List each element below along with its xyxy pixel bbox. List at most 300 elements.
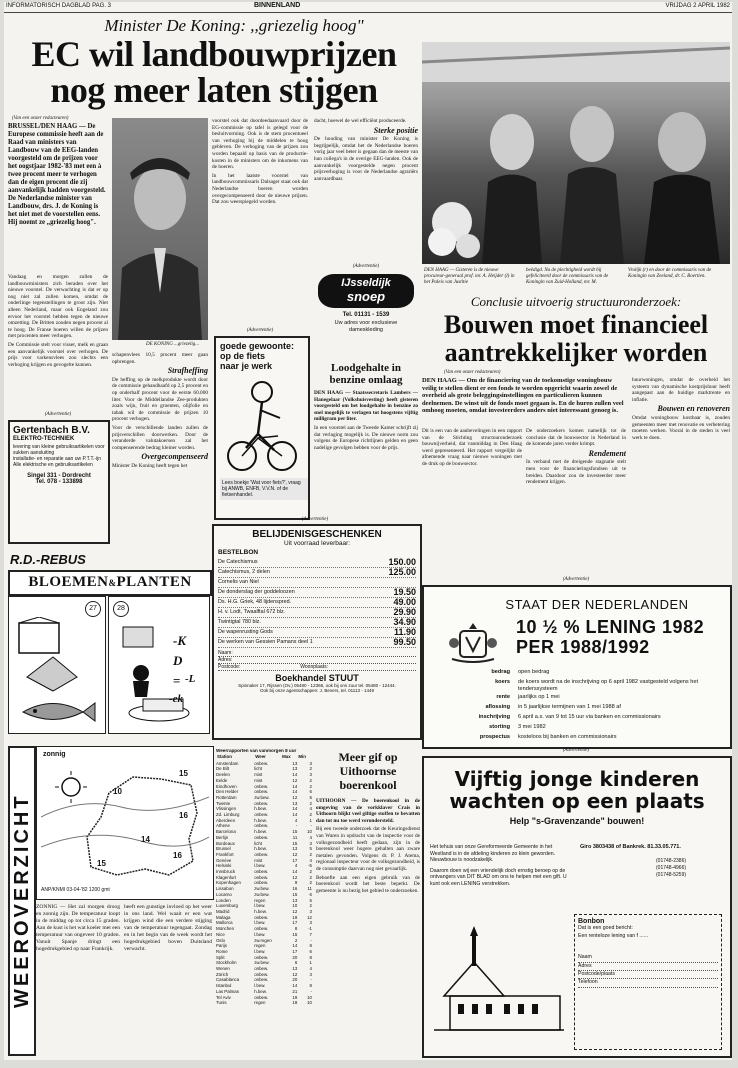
bouwen-renoveren-subhead: Bouwen en renoveren bbox=[657, 404, 730, 414]
staat-ad-label: (Advertentie) bbox=[562, 577, 590, 582]
weer-table-cell: mist bbox=[254, 772, 263, 778]
gift-item-row bbox=[218, 588, 416, 598]
weer-table-cell: 12 bbox=[292, 851, 298, 857]
newspaper-page bbox=[4, 2, 732, 1060]
portrait-silhouette bbox=[112, 118, 208, 340]
weer-table-cell: 15 bbox=[292, 840, 298, 846]
bike-title-2: op de fiets bbox=[220, 351, 266, 361]
gift-bestelbon: BESTELBON bbox=[218, 549, 259, 556]
weer-table-cell: 5 bbox=[309, 897, 312, 903]
staat-term-value: in 5 jaarlijkse termijnen van 1 mei 1988 af bbox=[518, 704, 621, 710]
weer-table-cell: Vlissingen bbox=[216, 806, 237, 812]
staat-term-key: koers bbox=[495, 679, 510, 685]
weer-table-cell: l.bew. bbox=[254, 931, 266, 937]
snoep-brand-1: IJsseldijk bbox=[341, 277, 391, 289]
weer-side-banner bbox=[8, 746, 36, 1056]
weer-table-cell: Zürich bbox=[216, 971, 229, 977]
staat-term-key: inschrijving bbox=[478, 714, 510, 720]
kinderen-postcode-field[interactable]: Postcode/plaats bbox=[578, 971, 718, 979]
weer-table-cell: 8 bbox=[294, 926, 298, 932]
weer-table-cell: zw.bew. bbox=[254, 886, 270, 892]
weer-table-cell: h.bew. bbox=[254, 806, 267, 812]
sterke-positie-subhead: Sterke positie bbox=[373, 125, 418, 135]
electro-ad-label: (Advertentie) bbox=[44, 412, 72, 417]
kinderen-phone-1: (01748-2386) bbox=[656, 858, 687, 864]
rebus-glyph-2: D bbox=[173, 653, 183, 668]
structuur-kicker: Conclusie uitvoerig structuuronderzoek: bbox=[470, 294, 682, 309]
electro-line-2: installatie- en reparatie aan uw P.T.T.-ijn bbox=[13, 456, 102, 462]
bike-ad bbox=[214, 336, 310, 520]
weer-table-cell: Brussel bbox=[216, 846, 231, 852]
kinderen-ad-label: (Advertentie) bbox=[562, 748, 590, 753]
weer-table-cell: 2 bbox=[309, 812, 312, 818]
weer-table-cell: zw.bew. bbox=[254, 794, 270, 800]
rebus-num-1: 27 bbox=[85, 601, 101, 617]
weer-table-cell: 14 bbox=[292, 772, 298, 778]
staat-term-row bbox=[430, 692, 724, 702]
weer-table-cell: 8 bbox=[309, 943, 312, 949]
rebus-panel-2 bbox=[108, 596, 210, 734]
structuur-col1: Dit is een van de aanbevelingen in een rapport van de Stichting structuuronderzoek bouwnijverheid, dat vanmiddag in Den Haag werd gepresenteerd. Het rapport vergelijkt de afnemende vraag naar nieuwe woningen met de druk op de bouwsector. bbox=[422, 428, 522, 467]
rebus-banner-2: & bbox=[108, 578, 117, 588]
weer-table-cell: 19 bbox=[292, 914, 298, 920]
overgecompenseerd-subhead: Overgecompenseerd bbox=[141, 452, 208, 462]
staat-loan-1: 10 ½ % LENING 1982 bbox=[516, 617, 705, 637]
gift-item-price: 19.50 bbox=[393, 587, 416, 597]
weer-table-cell: 14 bbox=[292, 812, 298, 818]
weer-table-cell: onbew. bbox=[254, 977, 269, 983]
kinderen-title-2: wachten op een plaats bbox=[449, 789, 705, 813]
weer-table-cell: 10 bbox=[307, 829, 312, 835]
weer-table-cell: h.bew. bbox=[254, 846, 267, 852]
structuur-col2-b: In verband met de dreigende stagnatie stelt men voor de financieringsfondsen uit te breiden. Daardoor zou de investeerder meer rendement krijgen. bbox=[526, 459, 626, 486]
weer-table-cell: l.bew. bbox=[254, 903, 266, 909]
weer-table-cell: Tel Aviv bbox=[216, 994, 231, 1000]
weer-table-cell: onbew. bbox=[254, 800, 269, 806]
weer-table-cell: 2 bbox=[309, 903, 312, 909]
weer-table-cell: h.bew. bbox=[254, 908, 267, 914]
weer-table-cell: München bbox=[216, 926, 235, 932]
weer-table-cell: Malaga bbox=[216, 914, 231, 920]
kinderen-phone-3: (01748-5259) bbox=[656, 872, 687, 878]
weer-table-cell: Berlijn bbox=[216, 834, 229, 840]
weer-table-cell: Deelen bbox=[216, 772, 230, 778]
kinderen-text bbox=[430, 844, 570, 888]
header-left: INFORMATORISCH DAGBLAD PAG. 3 bbox=[6, 3, 112, 9]
weer-table-cell: onbew. bbox=[254, 880, 269, 886]
bike-title-1: goede gewoonte: bbox=[220, 341, 294, 351]
staat-term-key: bedrag bbox=[491, 669, 510, 675]
weer-map bbox=[36, 746, 214, 900]
electro-ad bbox=[8, 420, 110, 544]
snoep-logo bbox=[318, 274, 414, 308]
header-section: BINNENLAND bbox=[254, 2, 301, 9]
weer-table-cell: 4 bbox=[294, 817, 298, 823]
gift-item-price: 150.00 bbox=[388, 557, 416, 567]
weer-table-cell: 9 bbox=[294, 880, 298, 886]
snoep-brand-2: snoep bbox=[346, 289, 386, 304]
gift-shop-addr2: Ook bij onze agentschappen: J. Bevers, tel. 01113 - 1449 bbox=[260, 688, 374, 693]
gift-item-row bbox=[218, 558, 416, 568]
weer-table-cell: 2 bbox=[309, 880, 312, 886]
weer-table-cell: mist bbox=[254, 857, 263, 863]
weer-table-cell: Kopenhagen bbox=[216, 880, 241, 886]
weer-table-cell: 7 bbox=[309, 931, 312, 937]
kinderen-adres-field[interactable]: Adres bbox=[578, 963, 718, 971]
gift-item-price: 99.50 bbox=[393, 637, 416, 647]
weer-table-cell: 17 bbox=[292, 857, 298, 863]
weer-table-cell: onbew. bbox=[254, 783, 269, 789]
weer-table-cell: onbew. bbox=[254, 869, 269, 875]
weer-table-cell: onbew. bbox=[254, 874, 269, 880]
gift-item-row bbox=[218, 618, 416, 628]
weer-table-cell: 2 bbox=[309, 874, 312, 880]
weer-table-cell: onbew. bbox=[254, 926, 269, 932]
weer-table-cell: 14 bbox=[292, 943, 298, 949]
weer-table-cell: Parijs bbox=[216, 943, 227, 949]
photo-caption-3: Vrolijk (r) en door de commissaris van de Koningin van Zeeland, dr. C. Boertien. bbox=[628, 268, 712, 279]
weer-table-cell: zw.bew. bbox=[254, 960, 270, 966]
structuur-col3-a: huurwoningen, omdat de overheid het systeem van dynamische kostprijshuur heeft aangepast aan de huidige marktrente en inflatie. bbox=[632, 377, 730, 403]
weer-table-cell: 10 bbox=[292, 903, 298, 909]
weer-table-cell: Den Helder bbox=[216, 789, 239, 795]
kinderen-text-2: Daarom doen wij een vriendelijk doch ernstig beroep op de ontvangers van DIT BLAD om ons te helpen met een gift. U kunt ook een LENING verstrekken. bbox=[430, 867, 567, 887]
strafheffing-subhead: Strafheffing bbox=[167, 366, 208, 376]
weer-table-cell: -5 bbox=[308, 863, 312, 869]
weer-table-cell: 13 bbox=[292, 966, 298, 972]
main-headline-line-2: nog meer laten stijgen bbox=[50, 70, 378, 110]
gift-subtitle: Uit voorraad leverbaar: bbox=[283, 540, 351, 547]
weer-table-cell: 6 bbox=[309, 948, 312, 954]
weer-table-cell: 2 bbox=[309, 766, 312, 772]
gift-item-row bbox=[218, 568, 416, 578]
weer-table-cell: 3 bbox=[309, 971, 312, 977]
staat-loan-2: PER 1988/1992 bbox=[516, 637, 650, 657]
bike-ad-title bbox=[216, 338, 308, 374]
staat-term-value: kosteloos bij banken en commissionairs bbox=[518, 734, 617, 740]
weer-table-cell: 20 bbox=[292, 977, 298, 983]
rendement-subhead: Rendement bbox=[588, 448, 626, 458]
weer-table bbox=[216, 748, 312, 1054]
weer-table-cell: Zd. Limburg bbox=[216, 812, 240, 818]
weer-table-cell: 4 bbox=[309, 806, 312, 812]
gift-item-price: 34.90 bbox=[393, 617, 416, 627]
weer-table-cell: 2 bbox=[309, 783, 312, 789]
structuur-byline: (Van een onzer redacteuren) bbox=[444, 370, 501, 375]
weer-table-cell: - bbox=[310, 988, 312, 994]
main-col2-c: Voor de verschillende landen zullen de prijsverschillen doorwerken. Door de veranderde valutakoersen zal het compenserende bedrag kleiner worden. bbox=[112, 424, 208, 451]
bike-title-3: naar je werk bbox=[220, 361, 273, 371]
electro-lines bbox=[13, 444, 105, 468]
boerenkool-lead: UITHOORN — De boerenkool in de omgeving van de vorkklaver Crais in Uithoorn blijkt veel giftige stoffen te bevatten dan tot nu toe werd verondersteld. bbox=[316, 798, 420, 824]
weer-table-cell: Bordeaux bbox=[216, 840, 235, 846]
structuur-lead: DEN HAAG — Om de financiering van de toekomstige woningbouw veilig te stellen dient er een fonds te worden opgericht waarin zowel de overheid als grote beleggingsinstellingen en particulieren kunnen deelnemen. De winst uit de fonds moet gegaan is. En de huren zullen veel omhoog moeten, omdat investeerders anders niet interessant genoeg is. bbox=[422, 377, 624, 415]
boerenkool-title-1: Meer gif op bbox=[338, 750, 398, 764]
weer-table-cell: 15 bbox=[292, 829, 298, 835]
weer-table-cell: 4 bbox=[309, 857, 312, 863]
weer-text-a: ZONNIG — Het zal morgen droog en zonnig zijn. De temperatuur loopt in de middag op tot circa 15 graden. Aan de kust is het wat koeler met een temperatuur van ongeveer 10 graden. Vanuit Spanje dringt een hogedrukgebied op naar Frankrijk. bbox=[36, 904, 120, 952]
weer-table-cell: onbew. bbox=[254, 789, 269, 795]
rebus-panel-1 bbox=[8, 596, 106, 734]
weer-table-cell: 2 bbox=[309, 777, 312, 783]
weer-table-cell: - bbox=[310, 937, 312, 943]
weer-table-cell: 4 bbox=[309, 834, 312, 840]
weer-table-cell: Barcelona bbox=[216, 829, 236, 835]
structuur-headline-1: Bouwen moet financieel bbox=[443, 310, 709, 339]
weer-table-cell: 4 bbox=[309, 966, 312, 972]
weer-table-cell: 6 bbox=[309, 789, 312, 795]
weer-table-cell: Genève bbox=[216, 857, 232, 863]
snoep-line-2: dameskleding bbox=[349, 327, 383, 333]
weer-table-cell: h.bew. bbox=[254, 988, 267, 994]
gift-item-name: Catechismus, 2 delen bbox=[218, 569, 270, 575]
gift-ad bbox=[212, 524, 422, 740]
weer-table-cell: 2 bbox=[294, 937, 298, 943]
weer-table-cell: 15 bbox=[292, 931, 298, 937]
weer-table-cell: Eelde bbox=[216, 777, 228, 783]
main-col2-d: Minister De Koning heeft tegen het bbox=[112, 462, 188, 469]
staat-term-key: aflossing bbox=[485, 704, 510, 710]
staat-term-row bbox=[430, 667, 724, 677]
rebus-glyph-1: -K bbox=[173, 633, 186, 648]
boerenkool-body bbox=[316, 798, 420, 1054]
de-koning-photo bbox=[112, 118, 208, 340]
gift-item-name: Cornelis van Niel bbox=[218, 579, 259, 585]
kinderen-naam-field[interactable]: Naam bbox=[578, 954, 718, 962]
weer-table-cell: 13 bbox=[292, 897, 298, 903]
staat-term-row bbox=[430, 677, 724, 692]
structuur-col2-a: De onderzoekers komen namelijk tot de conclusie dat de bouwsector in Nederland in de komende jaren verder krimpt. bbox=[526, 428, 626, 448]
weer-table-cell: Innsbruck bbox=[216, 869, 236, 875]
gift-item-list bbox=[218, 558, 416, 648]
snoep-ad-label: (Advertentie) bbox=[352, 264, 380, 269]
rebus-banner bbox=[8, 570, 212, 596]
map-temp-1: 15 bbox=[179, 769, 188, 778]
weer-table-cell: onbew. bbox=[254, 914, 269, 920]
structuur-headline-2: aantrekkelijker worden bbox=[444, 338, 708, 367]
staat-term-key: prospectus bbox=[479, 734, 510, 740]
weer-table-cell: 5 bbox=[309, 794, 312, 800]
weer-table-cell: Lissabon bbox=[216, 886, 234, 892]
beediging-photo bbox=[422, 42, 730, 264]
weer-table-cell: onbew. bbox=[254, 760, 269, 766]
weer-table-cell: 6 bbox=[294, 960, 298, 966]
weer-table-cell: l.bew. bbox=[254, 920, 266, 926]
kinderen-title bbox=[424, 768, 730, 812]
staat-term-value: jaarlijks op 1 mei bbox=[518, 694, 560, 700]
kinderen-bonbon[interactable] bbox=[574, 914, 722, 1050]
weer-table-cell: Split bbox=[216, 954, 225, 960]
weer-table-head-cell: Max bbox=[282, 754, 291, 759]
weer-table-cell: Istanbul bbox=[216, 983, 232, 989]
coat-of-arms-icon bbox=[446, 619, 500, 663]
rebus-banner-3: PLANTEN bbox=[116, 574, 192, 590]
weer-table-cell: onbew. bbox=[254, 834, 269, 840]
weer-table-cell: Rotterdam bbox=[216, 794, 237, 800]
weer-table-cell: 14 bbox=[292, 806, 298, 812]
gift-item-name: H. v. Lodt, Twaalftal 672 blz. bbox=[218, 609, 286, 615]
benzine-body bbox=[314, 390, 418, 516]
electro-line-1: levering van kleine gebruiksartikelen voor sukken aansluiting bbox=[13, 444, 105, 456]
weer-table-cell: 3 bbox=[309, 840, 312, 846]
weer-table-cell: onbew. bbox=[254, 971, 269, 977]
weer-table-cell: 12 bbox=[292, 874, 298, 880]
page-header bbox=[4, 2, 732, 13]
weer-table-cell: 13 bbox=[292, 760, 298, 766]
map-temp-2: 10 bbox=[113, 787, 122, 796]
weer-table-cell: 10 bbox=[307, 1000, 312, 1006]
structuur-col3-b: Omdat woningbouw kostbaar is, zouden gemeenten meer met renovatie en verbetering moeten werken. Vooral in de steden is veel werk te doen. bbox=[632, 414, 730, 441]
staat-title: STAAT DER NEDERLANDEN bbox=[505, 597, 689, 612]
gift-shop: Boekhandel STUUT bbox=[275, 673, 359, 683]
weer-table-cell: 12 bbox=[292, 794, 298, 800]
map-temp-6: 15 bbox=[97, 859, 106, 868]
weer-table-cell: 12 bbox=[307, 914, 312, 920]
gift-item-price: 125.00 bbox=[388, 567, 416, 577]
weer-table-cell: l.bew. bbox=[254, 983, 266, 989]
structuur-col3 bbox=[632, 377, 730, 574]
boerenkool-text: Bij een tweede onderzoek dat de Keuringsdienst van Waren in opdracht van de inspectie voor de volksgezondheid heeft gedaan, zijn in de boerenkool weer hogere gehalten aan zware metalen gevonden. Volgens dr. P. J. Atema, regionaal inspecteur voor de volksgezondheid, is de consumptie daarvan nog niet gevaarlijk. bbox=[316, 826, 420, 872]
weer-table-cell: 8 bbox=[309, 954, 312, 960]
map-temp-5: 16 bbox=[173, 851, 182, 860]
weer-table-cell: h.bew. bbox=[254, 817, 267, 823]
rebus-glyph-5: -ek bbox=[169, 693, 184, 705]
weer-table-cell: 13 bbox=[292, 800, 298, 806]
boerenkool-text-2: Behoefte aan een eigen gebruik van de boerenkool wordt het beste beperkt. De gemeente is nu bezig het gebied te onderzoeken. bbox=[316, 874, 420, 894]
main-col3-b: In het laatste voorstel van landbouwcommissaris Dalsager staat ook dat Nederlandse boeren worden overgecompenseerd door de nieuwe prijzen. Dat zou weerspiegeld worden. bbox=[212, 172, 308, 206]
weer-table-cell: 21 bbox=[292, 988, 298, 994]
weer-table-cell: Madrid bbox=[216, 908, 230, 914]
weer-table-cell: De Bilt bbox=[216, 766, 229, 772]
weer-table-cell: zw.bew. bbox=[254, 891, 270, 897]
main-col2-a: schapenvlees 10,5 procent meer gaan opbrengen. bbox=[112, 352, 208, 365]
kinderen-phones bbox=[656, 858, 686, 879]
weer-table-cell: -1 bbox=[308, 926, 312, 932]
gift-item-name: De donderslag der goddeloozen bbox=[218, 589, 295, 595]
snoep-line-1: Uw adres voor exclusieve bbox=[334, 320, 398, 326]
electro-name: Gertenbach B.V. bbox=[13, 425, 90, 436]
main-col2-b: De heffing op de melkprodukte wordt door de commissie gehandhaafd op 2,5 procent en op onderhalf procent voor de eerste 60.000 liter. Voor de Middellandse Zee-produkten zoals wijn, fruit en groenten, olijfolie en tabak wil de commissie de prijzen 10 procent verhogen. bbox=[112, 376, 208, 423]
staat-term-value: open bedrag bbox=[518, 669, 550, 675]
de-koning-caption: DE KONING ...griezelig... bbox=[146, 342, 200, 347]
staat-term-value: de koers wordt na de inschrijving op 6 april 1982 vastgesteld volgens het tenderssysteem bbox=[518, 679, 699, 692]
benzine-title: Loodgehalte in benzine omlaag bbox=[329, 362, 403, 386]
weer-table-cell: zw.regen bbox=[254, 937, 272, 943]
weer-table-cell: Athene bbox=[216, 823, 230, 829]
weer-table-cell: l.bew. bbox=[254, 863, 266, 869]
weer-table-cell: h.bew. bbox=[254, 829, 267, 835]
main-body-1 bbox=[8, 274, 108, 404]
weer-table-cell: Luxemburg bbox=[216, 903, 238, 909]
weer-table-cell: Stockholm bbox=[216, 960, 237, 966]
main-headline bbox=[10, 36, 418, 108]
weer-table-cell: 11 bbox=[292, 834, 298, 840]
weer-table-cell: Klagenfurt bbox=[216, 874, 237, 880]
main-body-2-text: De Commissie stelt voor visser, melk en graan een aanvankelijk voorstel over verhogen. De prijs voor varkensvlees zou slechts een verhoging krijgen en gevogelte kunnen. bbox=[8, 341, 108, 368]
weer-vertical-title: WEEROVERZICHT bbox=[10, 793, 33, 1009]
gift-adres-label: Adres: bbox=[218, 657, 416, 664]
main-byline: (Van een onzer redacteuren) bbox=[12, 116, 69, 121]
weer-table-cell: Twente bbox=[216, 800, 231, 806]
gift-woonplaats-label: Woonplaats: bbox=[300, 664, 328, 670]
main-headline-line-1: EC wil landbouwprijzen bbox=[31, 34, 397, 74]
weer-table-cell: Londen bbox=[216, 897, 231, 903]
gift-postcode-row bbox=[218, 664, 416, 671]
main-kicker: Minister De Koning: ,,griezelig hoog" bbox=[104, 16, 364, 35]
weer-table-cell: Frankfort bbox=[216, 851, 234, 857]
building-illustration bbox=[434, 926, 564, 1036]
weer-table-cell: 1 bbox=[309, 960, 312, 966]
main-col3 bbox=[212, 118, 308, 318]
weer-table-cell: 3 bbox=[309, 908, 312, 914]
gift-postcode-label: Postcode: bbox=[218, 664, 241, 670]
weer-map-label: zonnig bbox=[43, 751, 66, 758]
rebus-banner-1: BLOEMEN bbox=[28, 574, 109, 590]
weer-table-row bbox=[216, 1000, 312, 1006]
weer-table-cell: Eindhoven bbox=[216, 783, 237, 789]
weer-table-cell: Aberdeen bbox=[216, 817, 236, 823]
weer-table-cell: Tunis bbox=[216, 1000, 227, 1006]
weer-table-cell: Helsinki bbox=[216, 863, 232, 869]
weer-table-cell: - bbox=[310, 823, 312, 829]
weer-table-cell: licht bbox=[254, 766, 262, 772]
weer-table-cell: Las Palmas bbox=[216, 988, 239, 994]
weer-table-cell: Oslo bbox=[216, 937, 226, 943]
weer-table-head-cell: Min bbox=[298, 754, 306, 759]
weer-table-cell: 2 bbox=[309, 869, 312, 875]
gift-naam-label: Naam: bbox=[218, 650, 416, 657]
weer-table-cell: 16 bbox=[292, 886, 298, 892]
gift-item-row bbox=[218, 578, 416, 588]
weer-table-cell: Mallorca bbox=[216, 920, 233, 926]
weer-table-cell: 2 bbox=[309, 800, 312, 806]
weer-table-cell: l.bew. bbox=[254, 948, 266, 954]
weer-table-head-cell: Station bbox=[217, 754, 232, 759]
weer-table-cell: - bbox=[295, 823, 298, 829]
weer-table-cell: onbew. bbox=[254, 851, 269, 857]
weer-table-cell: 14 bbox=[292, 983, 298, 989]
gift-item-name: De wapenrusting Gods bbox=[218, 629, 273, 635]
kinderen-subtitle: Help "s-Gravenzande" bouwen! bbox=[509, 816, 645, 826]
electro-sub: ELEKTRO-TECHNIEK bbox=[13, 436, 75, 442]
benzine-lead: DEN HAAG — Staatssecretaris Lambers — Hanegelaar (Volkshuisvesting) heeft gisteren voorgesteld om het loodgehalte in benzine zo snel mogelijk te verlagen tot hoogstens vijftig milligram per liter. bbox=[314, 390, 418, 423]
gift-item-name: De werken van Gessien Pamans deel 1 bbox=[218, 639, 313, 645]
gift-item-price: 11.90 bbox=[393, 627, 416, 637]
weer-table-cell: Casablanca bbox=[216, 977, 240, 983]
weer-table-cell: 20 bbox=[292, 954, 298, 960]
staat-term-key: rente bbox=[496, 694, 510, 700]
weer-table-cell: 13 bbox=[292, 766, 298, 772]
boerenkool-title bbox=[316, 750, 420, 792]
rebus-num-2: 28 bbox=[113, 601, 129, 617]
weer-table-cell: onbew. bbox=[254, 812, 269, 818]
weer-table-cell: regen bbox=[254, 943, 266, 949]
boerenkool-title-2: Uithoornse bbox=[339, 764, 397, 778]
main-col4-b: De houding van minister De Koning is begrijpelijk, omdat het de Nederlandse boeren vorig jaar veel beter is gegaan dan de meeste van hun collega's in de overige EEG-landen. Ook de aanvankelijk voorgestelde negen procent prijsverhoging is voor de Nederlandse agrariërs aanvaardbaar. bbox=[314, 136, 418, 182]
gift-item-name: Twintigtal 780 blz. bbox=[218, 619, 261, 625]
boerenkool-title-3: boerenkool bbox=[339, 778, 397, 792]
weer-table-cell: 14 bbox=[292, 869, 298, 875]
weer-table-cell: - bbox=[310, 977, 312, 983]
snoep-tel: Tel. 01131 - 1539 bbox=[342, 312, 390, 318]
weer-table-cell: Wenen bbox=[216, 966, 230, 972]
gift-ad-label: (Advertentie) bbox=[301, 517, 329, 522]
weer-table-cell: 18 bbox=[292, 1000, 298, 1006]
weer-table-cell: 10 bbox=[307, 994, 312, 1000]
electro-line-3: Alle elektrische en gebruiksartikelen bbox=[13, 462, 93, 468]
gift-form bbox=[218, 650, 416, 671]
kinderen-telefoon-field[interactable]: Telefoon bbox=[578, 979, 718, 987]
